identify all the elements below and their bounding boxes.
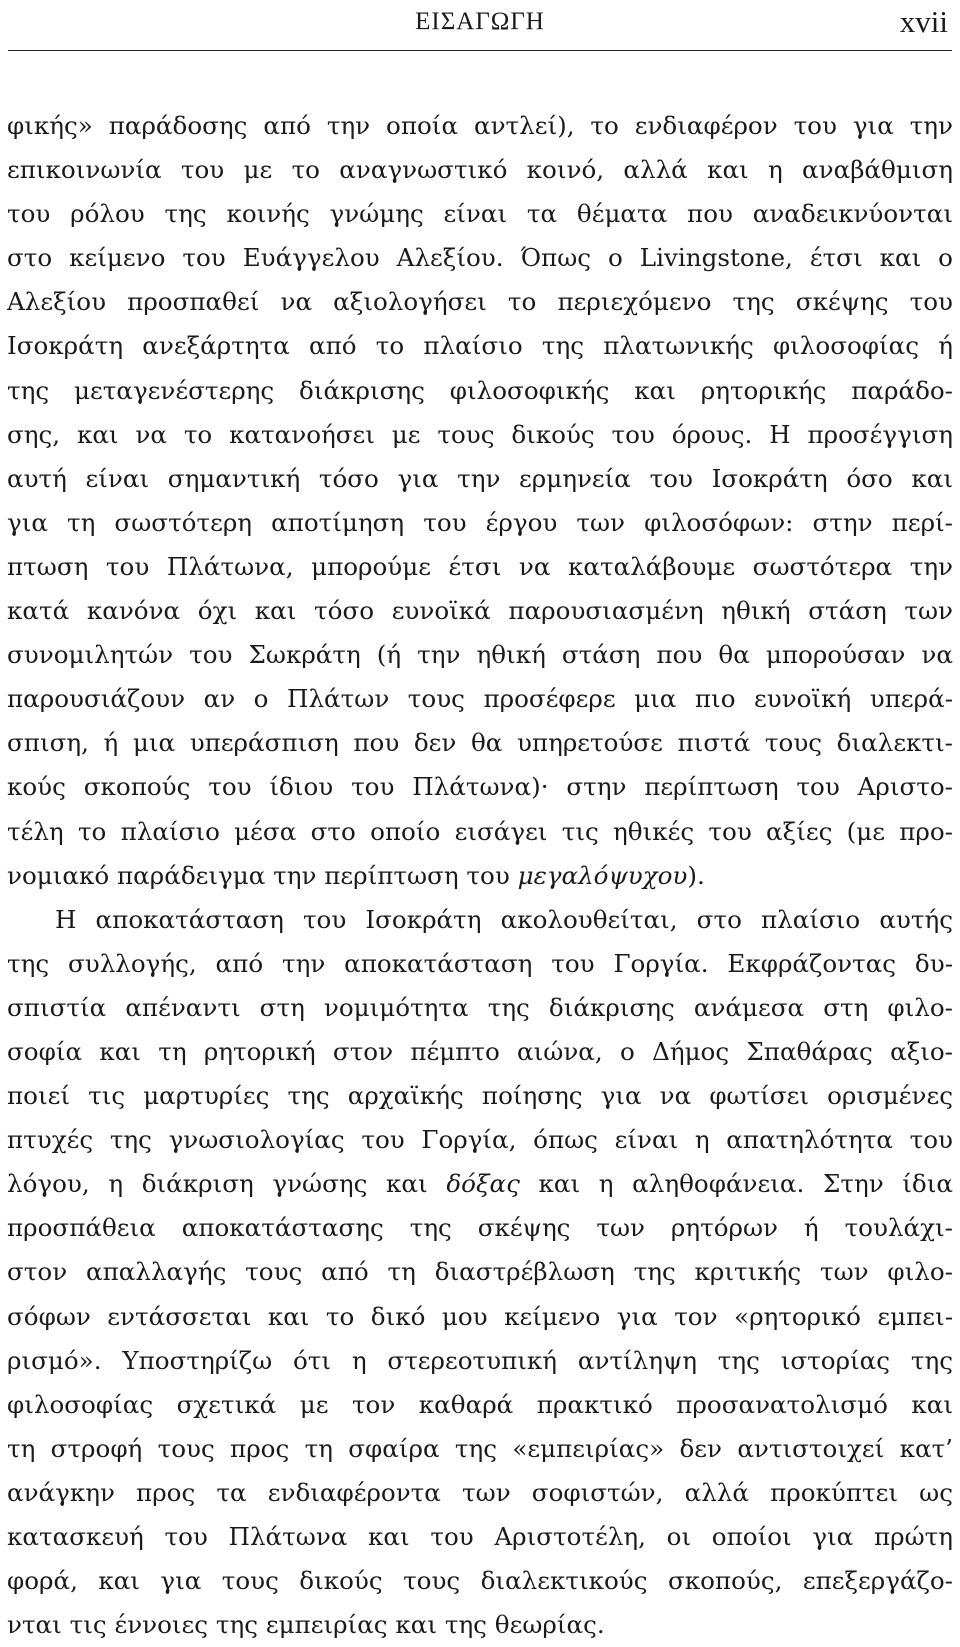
text-line: Η αποκατάσταση του Ισοκράτη ακολουθείται, στο πλαίσιο αυτής	[55, 904, 953, 934]
text-line: προσπάθεια αποκατάστασης της σκέψης των ρητόρων ή τουλάχι-	[7, 1213, 953, 1243]
text-line: επικοινωνία του με το αναγνωστικό κοινό, αλλά και η αναβάθμιση	[7, 155, 953, 185]
text-line: Ισοκράτη ανεξάρτητα από το πλαίσιο της πλατωνικής φιλοσοφίας ή	[7, 331, 953, 361]
page-number: xvii	[899, 4, 948, 39]
text-line: κατασκευή του Πλάτωνα και του Αριστοτέλη, οι οποίοι για πρώτη	[7, 1522, 953, 1551]
text-line: σόφων εντάσσεται και το δικό μου κείμενο για τον «ρητορικό εμπει-	[7, 1301, 953, 1331]
text-line: φιλοσοφίας σχετικά με τον καθαρά πρακτικό προσανατολισμό και	[7, 1389, 953, 1419]
text-line: Αλεξίου προσπαθεί να αξιολογήσει το περιεχόμενο της σκέψης του	[7, 287, 953, 317]
text-line: ποιεί τις μαρτυρίες της αρχαϊκής ποίησης για να φωτίσει ορισμένες	[7, 1081, 953, 1111]
text-line: του ρόλου της κοινής γνώμης είναι τα θέματα που αναδεικνύονται	[7, 199, 953, 229]
text-line: τη στροφή τους προς τη σφαίρα της «εμπειρίας» δεν αντιστοιχεί κατ’	[7, 1433, 953, 1463]
text-line: νται τις έννοιες της εμπειρίας και της θεωρίας.	[7, 1610, 605, 1640]
text-line: συνομιλητών του Σωκράτη (ή την ηθική στάση που θα μπορούσαν να	[7, 640, 953, 670]
text-line: νομιακό παράδειγμα την περίπτωση του μεγαλόψυχου).	[7, 860, 705, 890]
text-line: σπιση, ή μια υπεράσπιση που δεν θα υπηρετούσε πιστά τους διαλεκτι-	[7, 728, 953, 758]
emphasized-word: δόξας	[446, 1169, 520, 1199]
text-line: τέλη το πλαίσιο μέσα στο οποίο εισάγει τις ηθικές του αξίες (με προ-	[7, 816, 953, 846]
text-line: κούς σκοπούς του ίδιου του Πλάτωνα)· στην περίπτωση του Αριστο-	[7, 772, 953, 802]
text-line: πτυχές της γνωσιολογίας του Γοργία, όπως είναι η απατηλότητα του	[7, 1125, 953, 1155]
text-line: σης, και να το κατανοήσει με τους δικούς του όρους. Η προσέγγιση	[7, 419, 953, 449]
text-line: κατά κανόνα όχι και τόσο ευνοϊκά παρουσιασμένη ηθική στάση των	[7, 596, 953, 626]
text-line: στον απαλλαγής τους από τη διαστρέβλωση της κριτικής των φιλο-	[7, 1257, 953, 1287]
text-line: φικής» παράδοσης από την οποία αντλεί), το ενδιαφέρον του για την	[7, 111, 953, 140]
text-line: φορά, και για τους δικούς τους διαλεκτικούς σκοπούς, επεξεργάζο-	[7, 1566, 953, 1596]
running-head-title: ΕΙΣΑΓΩΓΗ	[415, 8, 545, 35]
text-line: πτωση του Πλάτωνα, μπορούμε έτσι να καταλάβουμε σωστότερα την	[7, 551, 953, 581]
text-line: ανάγκην προς τα ενδιαφέροντα των σοφιστών, αλλά προκύπτει ως	[7, 1477, 953, 1507]
text-line: ρισμό». Υποστηρίζω ότι η στερεοτυπική αντίληψη της ιστορίας της	[7, 1345, 953, 1375]
text-line: παρουσιάζουν αν ο Πλάτων τους προσέφερε μια πιο ευνοϊκή υπερά-	[7, 684, 953, 714]
text-line: λόγου, η διάκριση γνώσης και δόξας και η αληθοφάνεια. Στην ίδια	[7, 1169, 953, 1199]
text-line: σοφία και τη ρητορική στον πέμπτο αιώνα, ο Δήμος Σπαθάρας αξιο-	[7, 1036, 953, 1066]
text-line: στο κείμενο του Ευάγγελου Αλεξίου. Όπως ο Livingstone, έτσι και ο	[7, 243, 953, 273]
emphasized-word: μεγαλόψυχου	[517, 860, 688, 890]
text-line: σπιστία απέναντι στη νομιμότητα της διάκρισης ανάμεσα στη φιλο-	[7, 992, 953, 1022]
text-line: της μεταγενέστερης διάκρισης φιλοσοφικής και ρητορικής παράδο-	[7, 375, 953, 405]
running-head	[8, 0, 952, 51]
text-line: αυτή είναι σημαντική τόσο για την ερμηνεία του Ισοκράτη όσο και	[7, 463, 953, 493]
text-line: για τη σωστότερη αποτίμηση του έργου των φιλοσόφων: στην περί-	[7, 507, 953, 537]
text-line: της συλλογής, από την αποκατάσταση του Γοργία. Εκφράζοντας δυ-	[7, 948, 953, 978]
body-text	[7, 104, 953, 1647]
